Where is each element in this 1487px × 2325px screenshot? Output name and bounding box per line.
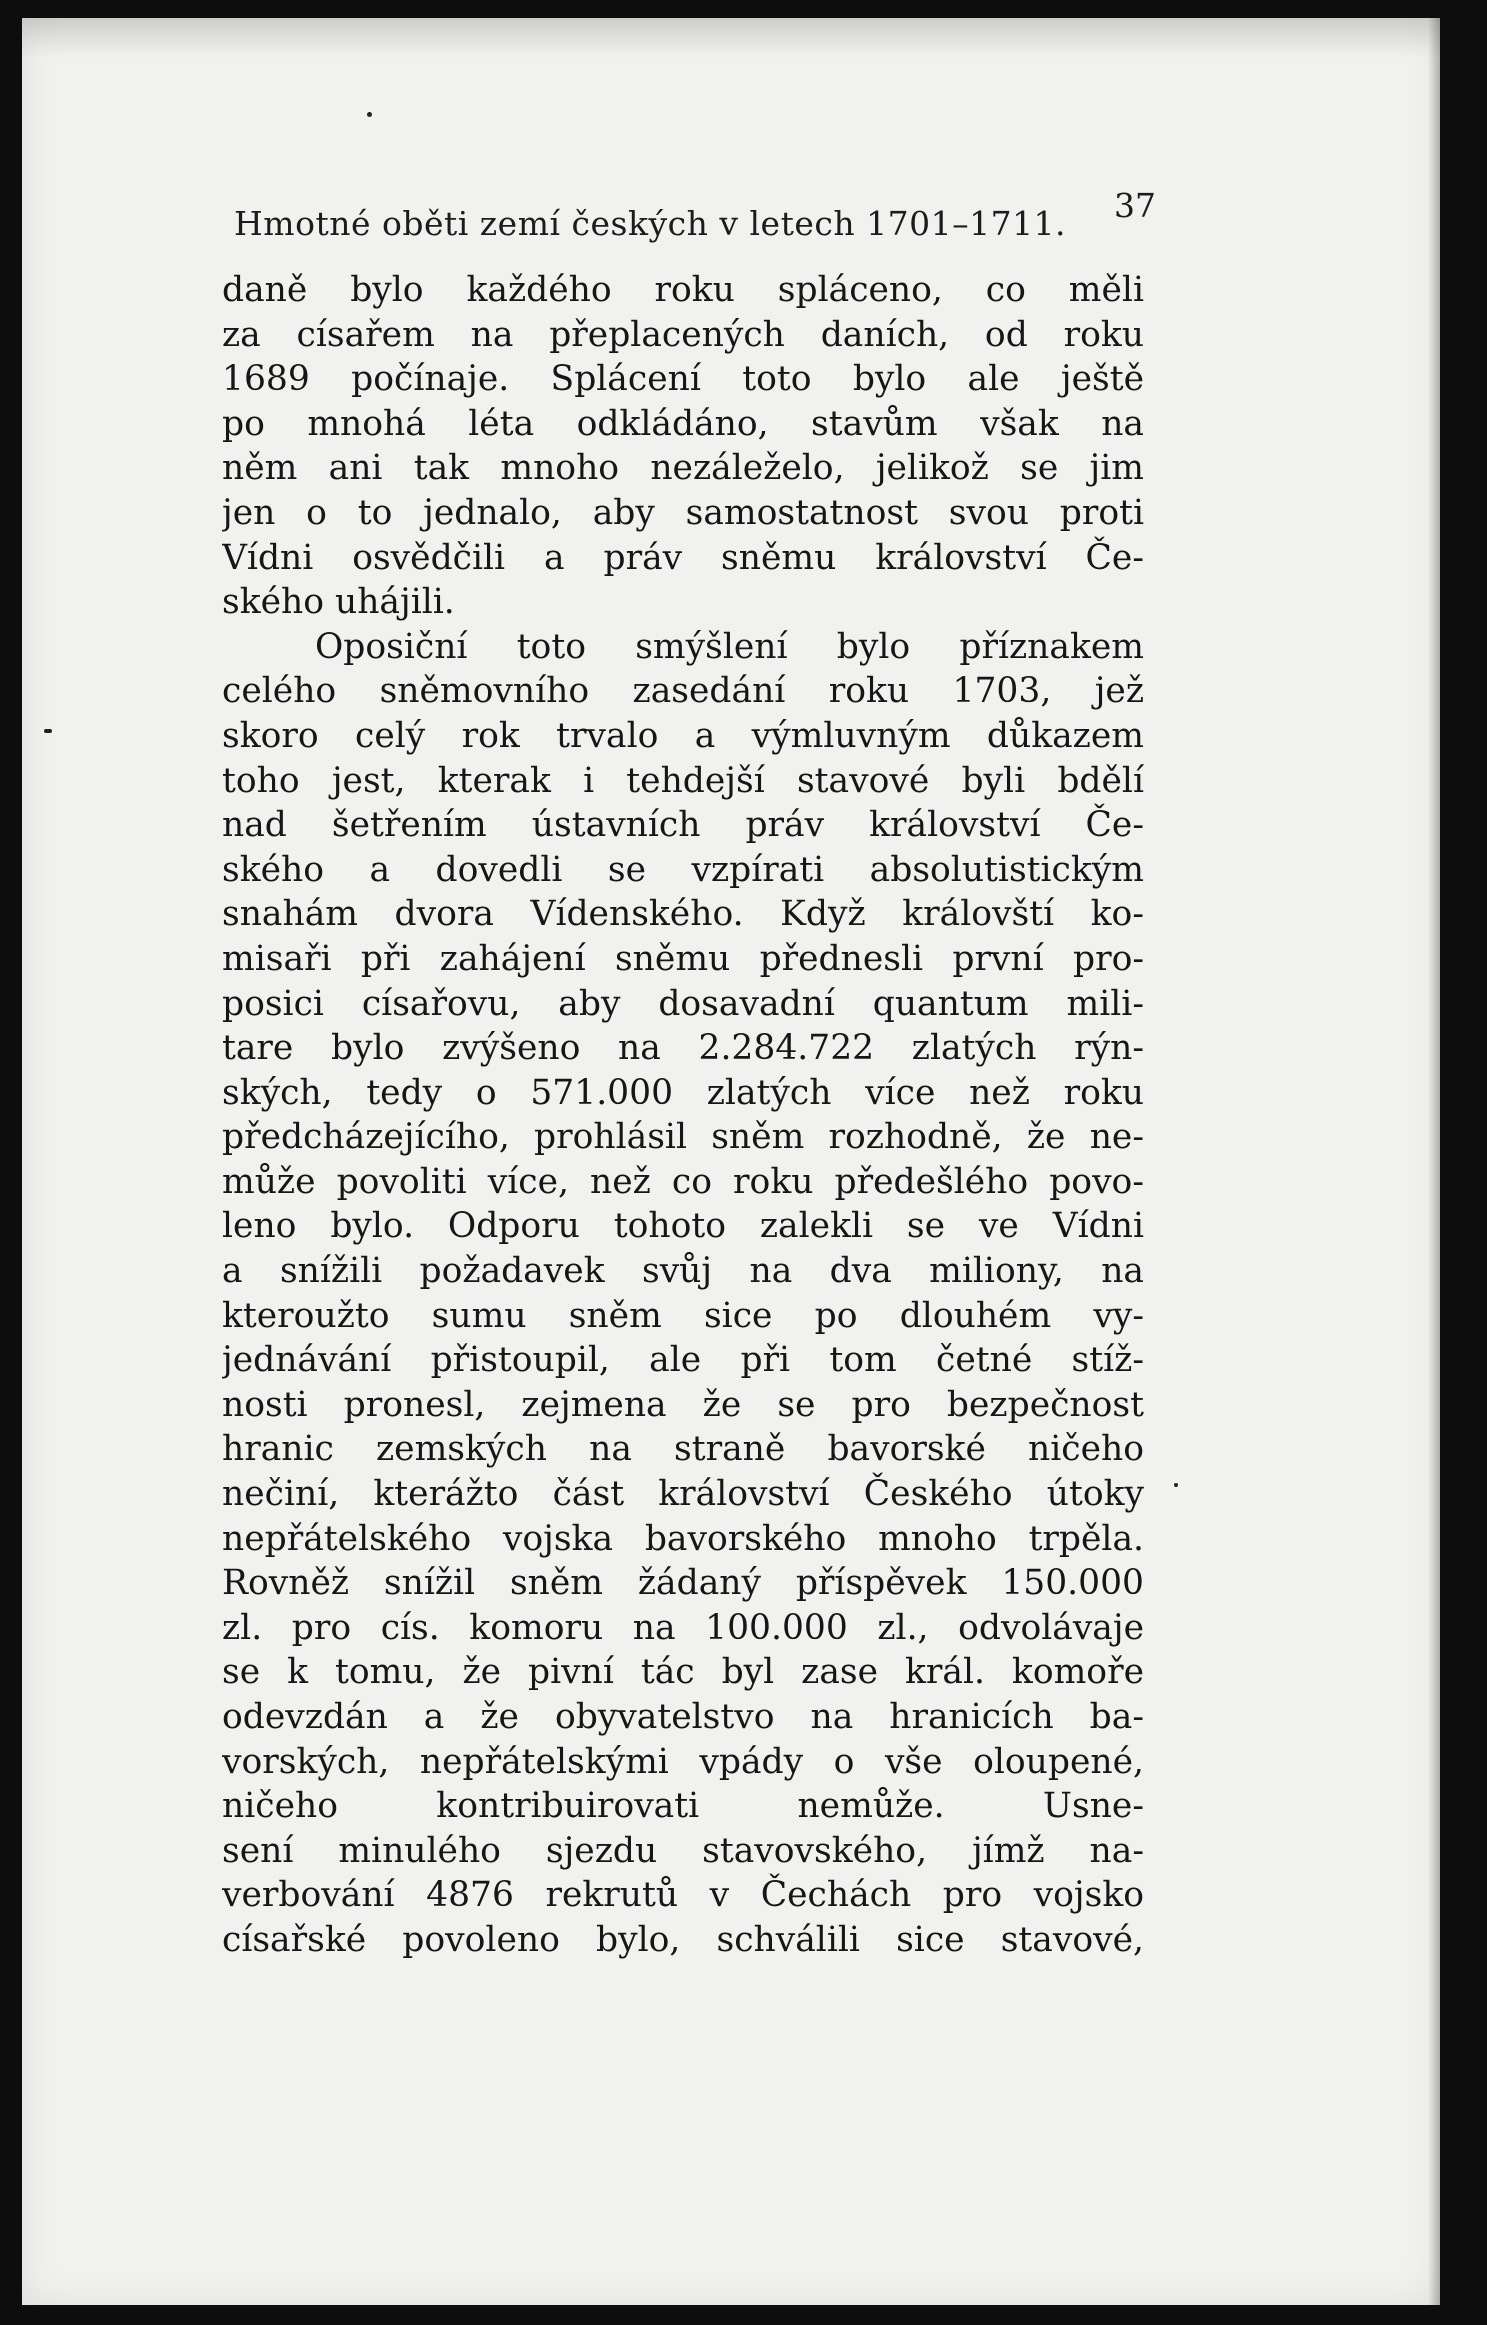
text-line: a snížili požadavek svůj na dva miliony, na <box>222 1251 1144 1292</box>
scan-shadow-top <box>22 18 1440 58</box>
page-header <box>234 186 1156 246</box>
text-line: nosti pronesl, zejmena že se pro bezpečnost <box>222 1384 1144 1425</box>
text-line: jednávání přistoupil, ale při tom četné stíž- <box>222 1340 1144 1381</box>
text-line: může povoliti více, než co roku předešlého povo- <box>222 1161 1144 1202</box>
text-line: snahám dvora Vídenského. Když královští ko- <box>222 894 1144 935</box>
text-line: skoro celý rok trvalo a výmluvným důkazem <box>222 715 1144 756</box>
text-line: ského uhájili. <box>222 582 455 623</box>
text-line: císařské povoleno bylo, schválili sice stavové, <box>222 1919 1144 1960</box>
scan-speck <box>44 729 52 733</box>
text-line: předcházejícího, prohlásil sněm rozhodně, že ne- <box>222 1117 1144 1158</box>
text-line: posici císařovu, aby dosavadní quantum mili- <box>222 983 1144 1024</box>
text-line: Rovněž snížil sněm žádaný příspěvek 150.000 <box>222 1563 1144 1604</box>
text-line: Vídni osvědčili a práv sněmu království Če- <box>222 537 1144 578</box>
scan-shadow-right <box>1428 18 1440 2305</box>
body-text <box>222 268 1144 1963</box>
text-line: kteroužto sumu sněm sice po dlouhém vy- <box>222 1295 1144 1336</box>
text-line: nad šetřením ústavních práv království Če- <box>222 805 1144 846</box>
text-line: zl. pro cís. komoru na 100.000 zl., odvolávaje <box>222 1607 1144 1648</box>
text-line: leno bylo. Odporu tohoto zalekli se ve Vídni <box>222 1206 1144 1247</box>
text-line: nepřátelského vojska bavorského mnoho trpěla. <box>222 1518 1144 1559</box>
text-line: ského a dovedli se vzpírati absolutistickým <box>222 849 1144 890</box>
text-line: něm ani tak mnoho nezáleželo, jelikož se jim <box>222 448 1144 489</box>
text-line: 1689 počínaje. Splácení toto bylo ale ještě <box>222 359 1144 400</box>
scan-speck <box>1174 1483 1178 1487</box>
text-line: ských, tedy o 571.000 zlatých více než roku <box>222 1072 1144 1113</box>
book-page <box>22 18 1440 2305</box>
text-line: jen o to jednalo, aby samostatnost svou proti <box>222 492 1144 533</box>
running-head: Hmotné oběti zemí českých v letech 1701–1711. <box>234 204 1067 243</box>
text-line: celého sněmovního zasedání roku 1703, jež <box>222 671 1144 712</box>
text-line: hranic zemských na straně bavorské ničeho <box>222 1429 1144 1470</box>
text-line: toho jest, kterak i tehdejší stavové byli bdělí <box>222 760 1144 801</box>
text-line: vorských, nepřátelskými vpády o vše oloupené, <box>222 1741 1144 1782</box>
text-line: odevzdán a že obyvatelstvo na hranicích ba- <box>222 1697 1144 1737</box>
text-line: verbování 4876 rekrutů v Čechách pro vojsko <box>222 1875 1144 1916</box>
text-line: misaři při zahájení sněmu přednesli první pro- <box>222 938 1144 979</box>
text-line: po mnohá léta odkládáno, stavům však na <box>222 403 1144 444</box>
text-line: daně bylo každého roku spláceno, co měli <box>222 270 1144 310</box>
paragraph-start: Oposiční toto smýšlení bylo příznakem <box>315 626 1144 667</box>
text-line: nečiní, kterážto část království Českého útoky <box>222 1474 1144 1515</box>
scan-speck <box>367 112 372 117</box>
text-line: se k tomu, že pivní tác byl zase král. komoře <box>222 1652 1144 1693</box>
text-line: sení minulého sjezdu stavovského, jímž na- <box>222 1830 1144 1871</box>
text-line: ničeho kontribuirovati nemůže. Usne- <box>222 1786 1144 1827</box>
page-number: 37 <box>1114 186 1156 225</box>
text-line: tare bylo zvýšeno na 2.284.722 zlatých rýn- <box>222 1028 1144 1069</box>
text-line: za císařem na přeplacených daních, od roku <box>222 314 1144 355</box>
